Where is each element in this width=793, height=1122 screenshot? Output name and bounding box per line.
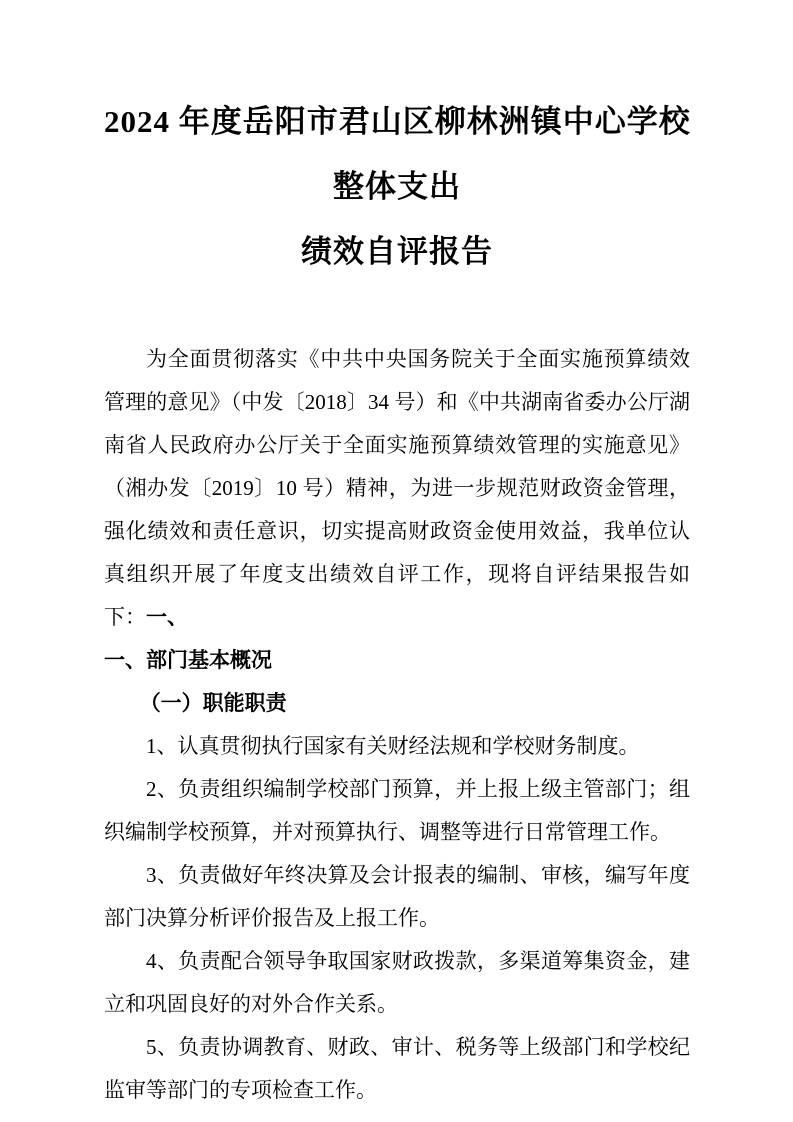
document-title-line-2: 整体支出 <box>333 169 461 204</box>
duty-item-5: 5、负责协调教育、财政、审计、税务等上级部门和学校纪监审等部门的专项检查工作。 <box>104 1035 690 1102</box>
section-heading: 一、部门基本概况 <box>104 649 272 672</box>
subsection-heading: （一）职能职责 <box>139 692 287 715</box>
duty-item-1: 1、认真贯彻执行国家有关财经法规和学校财务制度。 <box>146 734 640 758</box>
duty-item-4: 4、负责配合领导争取国家财政拨款，多渠道筹集资金，建立和巩固良好的对外合作关系。 <box>104 949 690 1016</box>
intro-paragraph <box>104 338 690 639</box>
document-title <box>104 89 690 284</box>
duty-item-2: 2、负责组织编制学校部门预算，并上报上级主管部门；组织编制学校预算，并对预算执行、调整等进行日常管理工作。 <box>104 777 690 844</box>
document-title-line-3: 绩效自评报告 <box>301 234 493 269</box>
intro-paragraph-text: 为全面贯彻落实《中共中央国务院关于全面实施预算绩效管理的意见》（中发〔2018〕34 号）和《中共湖南省委办公厅湖南省人民政府办公厅关于全面实施预算绩效管理的实施意见》（湘办发〔2019〕10 号）精神，为进一步规范财政资金管理，强化绩效和责任意识，切实提高财政资金使用效益，我单位认真组织开展了年度支出绩效自评工作，现将自评结果报告如下： <box>104 347 690 629</box>
document-title-line-1: 2024 年度岳阳市君山区柳林洲镇中心学校 <box>104 104 691 139</box>
duty-item-3: 3、负责做好年终决算及会计报表的编制、审核，编写年度部门决算分析评价报告及上报工作。 <box>104 863 690 930</box>
intro-paragraph-trailing-bold: 一、 <box>146 606 188 629</box>
